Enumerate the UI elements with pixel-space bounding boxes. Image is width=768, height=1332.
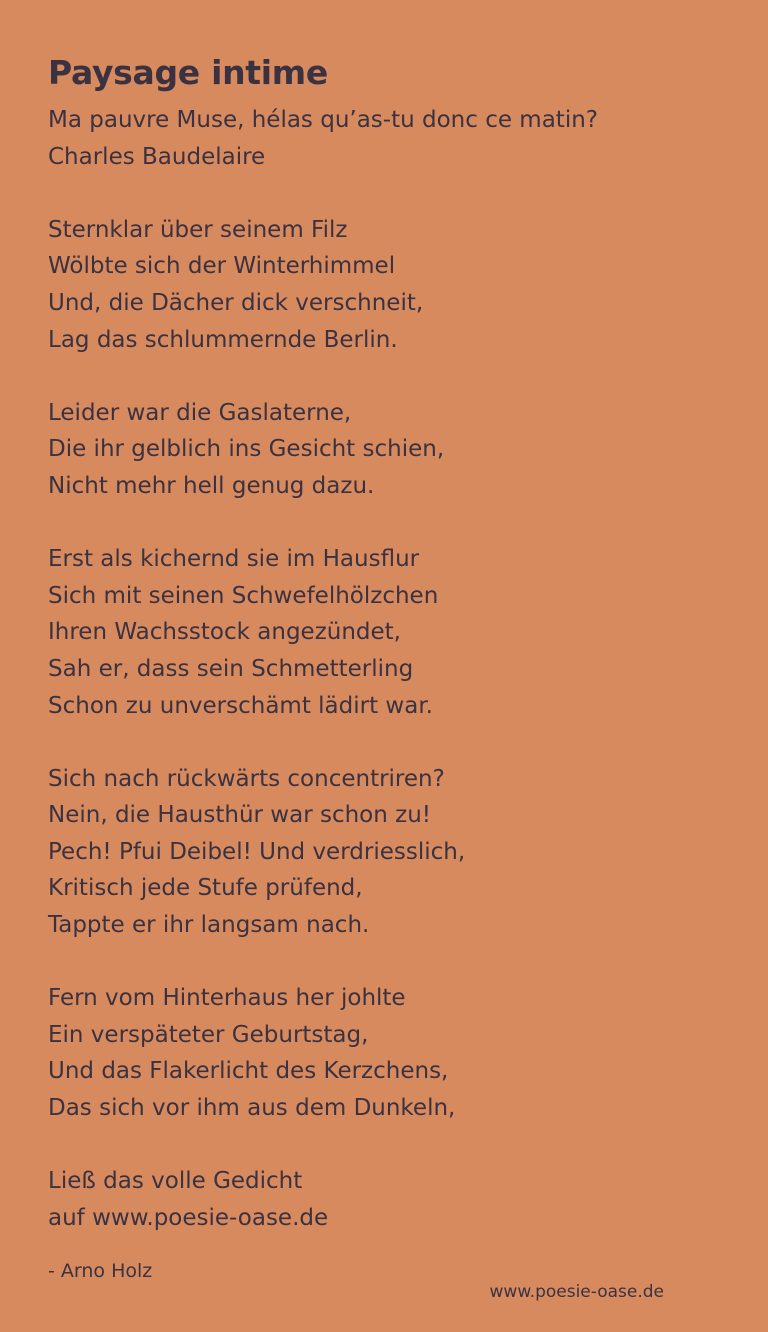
poem-line: Erst als kichernd sie im Hausflur [48, 546, 420, 573]
poem-line: Sternklar über seinem Filz [48, 216, 348, 243]
stanza-4 [48, 761, 738, 944]
poem-line: Und, die Dächer dick verschneit, [48, 289, 424, 316]
epigraph-quote: Ma pauvre Muse, hélas qu’as-tu donc ce matin? [48, 107, 599, 133]
poem-line: Das sich vor ihm aus dem Dunkeln, [48, 1095, 456, 1122]
poem-line: Ein verspäteter Geburtstag, [48, 1021, 369, 1048]
poem-container [48, 50, 738, 1236]
epigraph-source: Charles Baudelaire [48, 143, 266, 170]
poem-line: Fern vom Hinterhaus her johlte [48, 985, 406, 1012]
poem-line: Tappte er ihr langsam nach. [48, 912, 370, 939]
stanza-1 [48, 212, 738, 358]
poem-line: Ließ das volle Gedicht [48, 1168, 303, 1195]
poem-title: Paysage intime [48, 53, 328, 92]
poem-line: Die ihr gelblich ins Gesicht schien, [48, 436, 445, 463]
stanza-2 [48, 395, 738, 505]
epigraph [48, 102, 738, 175]
poem-line: Ihren Wachsstock angezündet, [48, 619, 401, 646]
poem-line: Sich nach rückwärts concentriren? [48, 765, 445, 792]
poem-line: Leider war die Gaslaterne, [48, 399, 352, 426]
poem-line: Schon zu unverschämt lädirt war. [48, 692, 433, 719]
poem-line: Wölbte sich der Winterhimmel [48, 253, 396, 280]
poem-line: Und das Flakerlicht des Kerzchens, [48, 1058, 449, 1085]
poem-line: Lag das schlummernde Berlin. [48, 326, 398, 353]
poem-line: Sich mit seinen Schwefelhölzchen [48, 582, 439, 609]
footer-website: www.poesie-oase.de [489, 1282, 664, 1302]
poem-line: auf www.poesie-oase.de [48, 1204, 329, 1231]
poem-line: Pech! Pfui Deibel! Und verdriesslich, [48, 838, 466, 865]
stanza-3 [48, 541, 738, 724]
poem-line: Nein, die Hausthür war schon zu! [48, 802, 431, 829]
poem-line: Kritisch jede Stufe prüfend, [48, 875, 363, 902]
poem-author: - Arno Holz [48, 1260, 153, 1282]
read-more-note [48, 1163, 738, 1236]
poem-line: Sah er, dass sein Schmetterling [48, 655, 414, 682]
poem-line: Nicht mehr hell genug dazu. [48, 472, 375, 499]
stanza-5 [48, 980, 738, 1126]
